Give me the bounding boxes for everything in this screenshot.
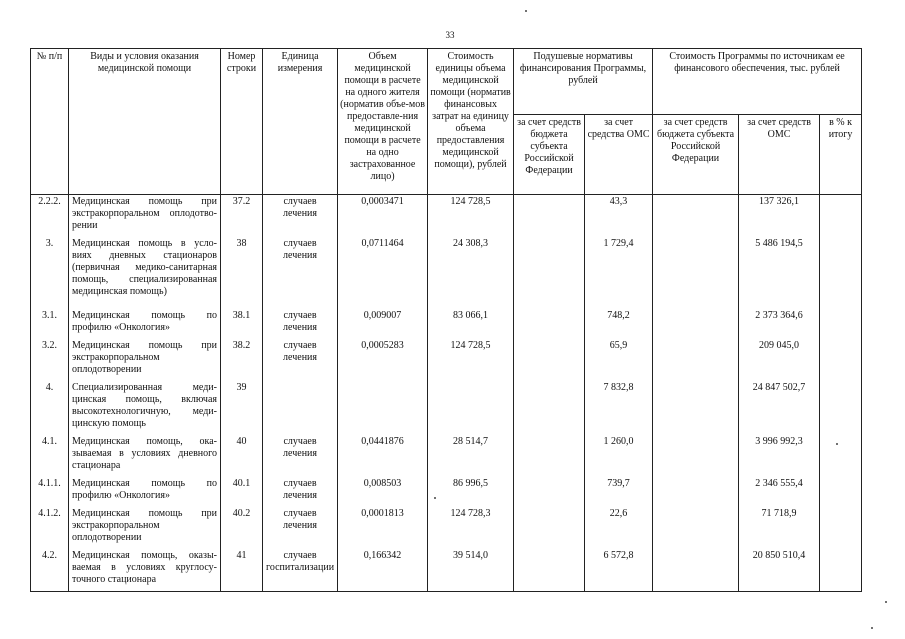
table-row [31, 309, 862, 339]
header-unit: Единица измерения [263, 49, 338, 195]
cell-unit: случаев лечения [263, 435, 338, 477]
cell-norm-oms: 1 260,0 [585, 435, 653, 477]
cell-source-percent [820, 381, 862, 435]
table-row [31, 435, 862, 477]
cell-source-percent [820, 507, 862, 549]
cell-volume: 0,0441876 [338, 435, 428, 477]
cell-cost: 24 308,3 [428, 237, 514, 309]
cell-norm-oms: 22,6 [585, 507, 653, 549]
cell-source-oms: 5 486 194,5 [739, 237, 820, 309]
cell-unit: случаев лечения [263, 477, 338, 507]
cell-name: Медицинская помощь, ока-зываемая в условиях дневного стационара [69, 435, 221, 477]
header-sources-oms: за счет средств ОМС [739, 115, 820, 195]
cell-name: Медицинская помощь по профилю «Онкология» [69, 309, 221, 339]
cell-row: 41 [221, 549, 263, 592]
cell-source-percent [820, 339, 862, 381]
table-body [31, 195, 862, 592]
cell-row: 39 [221, 381, 263, 435]
header-name: Виды и условия оказания медицинской помощи [69, 49, 221, 195]
cell-num: 3. [31, 237, 69, 309]
scan-speck [525, 10, 527, 12]
cell-unit: случаев лечения [263, 195, 338, 238]
cell-num: 4.1. [31, 435, 69, 477]
cell-cost: 83 066,1 [428, 309, 514, 339]
cell-cost: 124 728,5 [428, 195, 514, 238]
cell-row: 40.2 [221, 507, 263, 549]
cell-source-oms: 24 847 502,7 [739, 381, 820, 435]
cell-source-oms: 209 045,0 [739, 339, 820, 381]
cell-norm-oms: 748,2 [585, 309, 653, 339]
cell-norm-budget [514, 477, 585, 507]
cell-source-budget [653, 477, 739, 507]
cell-source-budget [653, 381, 739, 435]
cell-cost: 39 514,0 [428, 549, 514, 592]
header-num: № п/п [31, 49, 69, 195]
cell-norm-oms: 1 729,4 [585, 237, 653, 309]
program-cost-table [30, 48, 862, 592]
cell-volume: 0,008503 [338, 477, 428, 507]
cell-source-oms: 71 718,9 [739, 507, 820, 549]
cell-norm-budget [514, 237, 585, 309]
cell-cost: 28 514,7 [428, 435, 514, 477]
cell-source-oms: 137 326,1 [739, 195, 820, 238]
cell-source-budget [653, 507, 739, 549]
cell-name: Медицинская помощь по профилю «Онкология» [69, 477, 221, 507]
cell-row: 38.2 [221, 339, 263, 381]
table-row [31, 339, 862, 381]
cell-source-budget [653, 237, 739, 309]
cell-norm-oms: 6 572,8 [585, 549, 653, 592]
cell-num: 3.1. [31, 309, 69, 339]
cell-volume: 0,0003471 [338, 195, 428, 238]
scan-speck [836, 443, 838, 445]
table-row [31, 477, 862, 507]
cell-source-budget [653, 435, 739, 477]
cell-num: 4.2. [31, 549, 69, 592]
cell-name: Медицинская помощь в усло-виях дневных стационаров (первичная медико-санитарная помощь, специализированная медицинская помощь) [69, 237, 221, 309]
table-row [31, 381, 862, 435]
table-row [31, 237, 862, 309]
cell-num: 3.2. [31, 339, 69, 381]
cell-source-percent [820, 195, 862, 238]
cell-num: 4. [31, 381, 69, 435]
cell-volume: 0,0711464 [338, 237, 428, 309]
cell-volume: 0,009007 [338, 309, 428, 339]
cell-source-percent [820, 309, 862, 339]
cell-norm-budget [514, 381, 585, 435]
cell-norm-budget [514, 339, 585, 381]
cell-cost: 86 996,5 [428, 477, 514, 507]
cell-cost [428, 381, 514, 435]
cell-norm-budget [514, 549, 585, 592]
cell-source-budget [653, 309, 739, 339]
header-sources-group: Стоимость Программы по источникам ее финансового обеспечения, тыс. рублей [653, 49, 862, 115]
cell-volume: 0,0005283 [338, 339, 428, 381]
cell-name: Медицинская помощь при экстракорпоральном оплодотворении [69, 339, 221, 381]
scan-speck [871, 627, 873, 629]
cell-norm-budget [514, 507, 585, 549]
cell-source-oms: 2 346 555,4 [739, 477, 820, 507]
cell-name: Медицинская помощь, оказы-ваемая в условиях круглосу-точного стационара [69, 549, 221, 592]
header-norms-budget: за счет средств бюджета субъекта Российской Федерации [514, 115, 585, 195]
page-number: 33 [445, 30, 455, 40]
scan-speck [434, 497, 436, 499]
header-norms-oms: за счет средства ОМС [585, 115, 653, 195]
header-cost: Стоимость единицы объема медицинской помощи (норматив финансовых затрат на единицу объема предоставления медицинской помощи), рублей [428, 49, 514, 195]
header-sources-budget: за счет средств бюджета субъекта Российской Федерации [653, 115, 739, 195]
table-row [31, 195, 862, 238]
cell-num: 4.1.2. [31, 507, 69, 549]
cell-norm-oms: 739,7 [585, 477, 653, 507]
cell-norm-oms: 43,3 [585, 195, 653, 238]
cell-norm-budget [514, 435, 585, 477]
header-row: Номер строки [221, 49, 263, 195]
cell-unit [263, 381, 338, 435]
cell-name: Медицинская помощь при экстракорпоральном оплодотворении [69, 507, 221, 549]
header-sources-percent: в % к итогу [820, 115, 862, 195]
cell-row: 40.1 [221, 477, 263, 507]
cell-source-budget [653, 549, 739, 592]
cell-num: 2.2.2. [31, 195, 69, 238]
cell-cost: 124 728,5 [428, 339, 514, 381]
cell-unit: случаев госпитализации [263, 549, 338, 592]
scan-speck [885, 601, 887, 603]
cell-name: Медицинская помощь при экстракорпоральном оплодотво-рении [69, 195, 221, 238]
cell-source-budget [653, 339, 739, 381]
table-row [31, 507, 862, 549]
header-norms-group: Подушевые нормативы финансирования Программы, рублей [514, 49, 653, 115]
cell-volume: 0,166342 [338, 549, 428, 592]
cell-source-budget [653, 195, 739, 238]
cell-unit: случаев лечения [263, 339, 338, 381]
cell-source-oms: 20 850 510,4 [739, 549, 820, 592]
cell-norm-oms: 7 832,8 [585, 381, 653, 435]
cell-volume [338, 381, 428, 435]
cell-norm-budget [514, 195, 585, 238]
cell-unit: случаев лечения [263, 309, 338, 339]
cell-volume: 0,0001813 [338, 507, 428, 549]
cell-name: Специализированная меди-цинская помощь, включая высокотехнологичную, меди-цинскую помощь [69, 381, 221, 435]
cell-unit: случаев лечения [263, 507, 338, 549]
cell-source-percent [820, 477, 862, 507]
cell-norm-budget [514, 309, 585, 339]
cell-source-oms: 2 373 364,6 [739, 309, 820, 339]
cell-source-percent [820, 237, 862, 309]
cell-norm-oms: 65,9 [585, 339, 653, 381]
cell-source-oms: 3 996 992,3 [739, 435, 820, 477]
cell-row: 40 [221, 435, 263, 477]
cell-unit: случаев лечения [263, 237, 338, 309]
cell-row: 38.1 [221, 309, 263, 339]
cell-source-percent [820, 549, 862, 592]
table-row [31, 549, 862, 592]
cell-row: 37.2 [221, 195, 263, 238]
cell-source-percent [820, 435, 862, 477]
cell-row: 38 [221, 237, 263, 309]
cell-num: 4.1.1. [31, 477, 69, 507]
cell-cost: 124 728,3 [428, 507, 514, 549]
header-volume: Объем медицинской помощи в расчете на одного жителя (норматив объе-мов предоставле-ния медицинской помощи в расчете на одно застрахованное лицо) [338, 49, 428, 195]
